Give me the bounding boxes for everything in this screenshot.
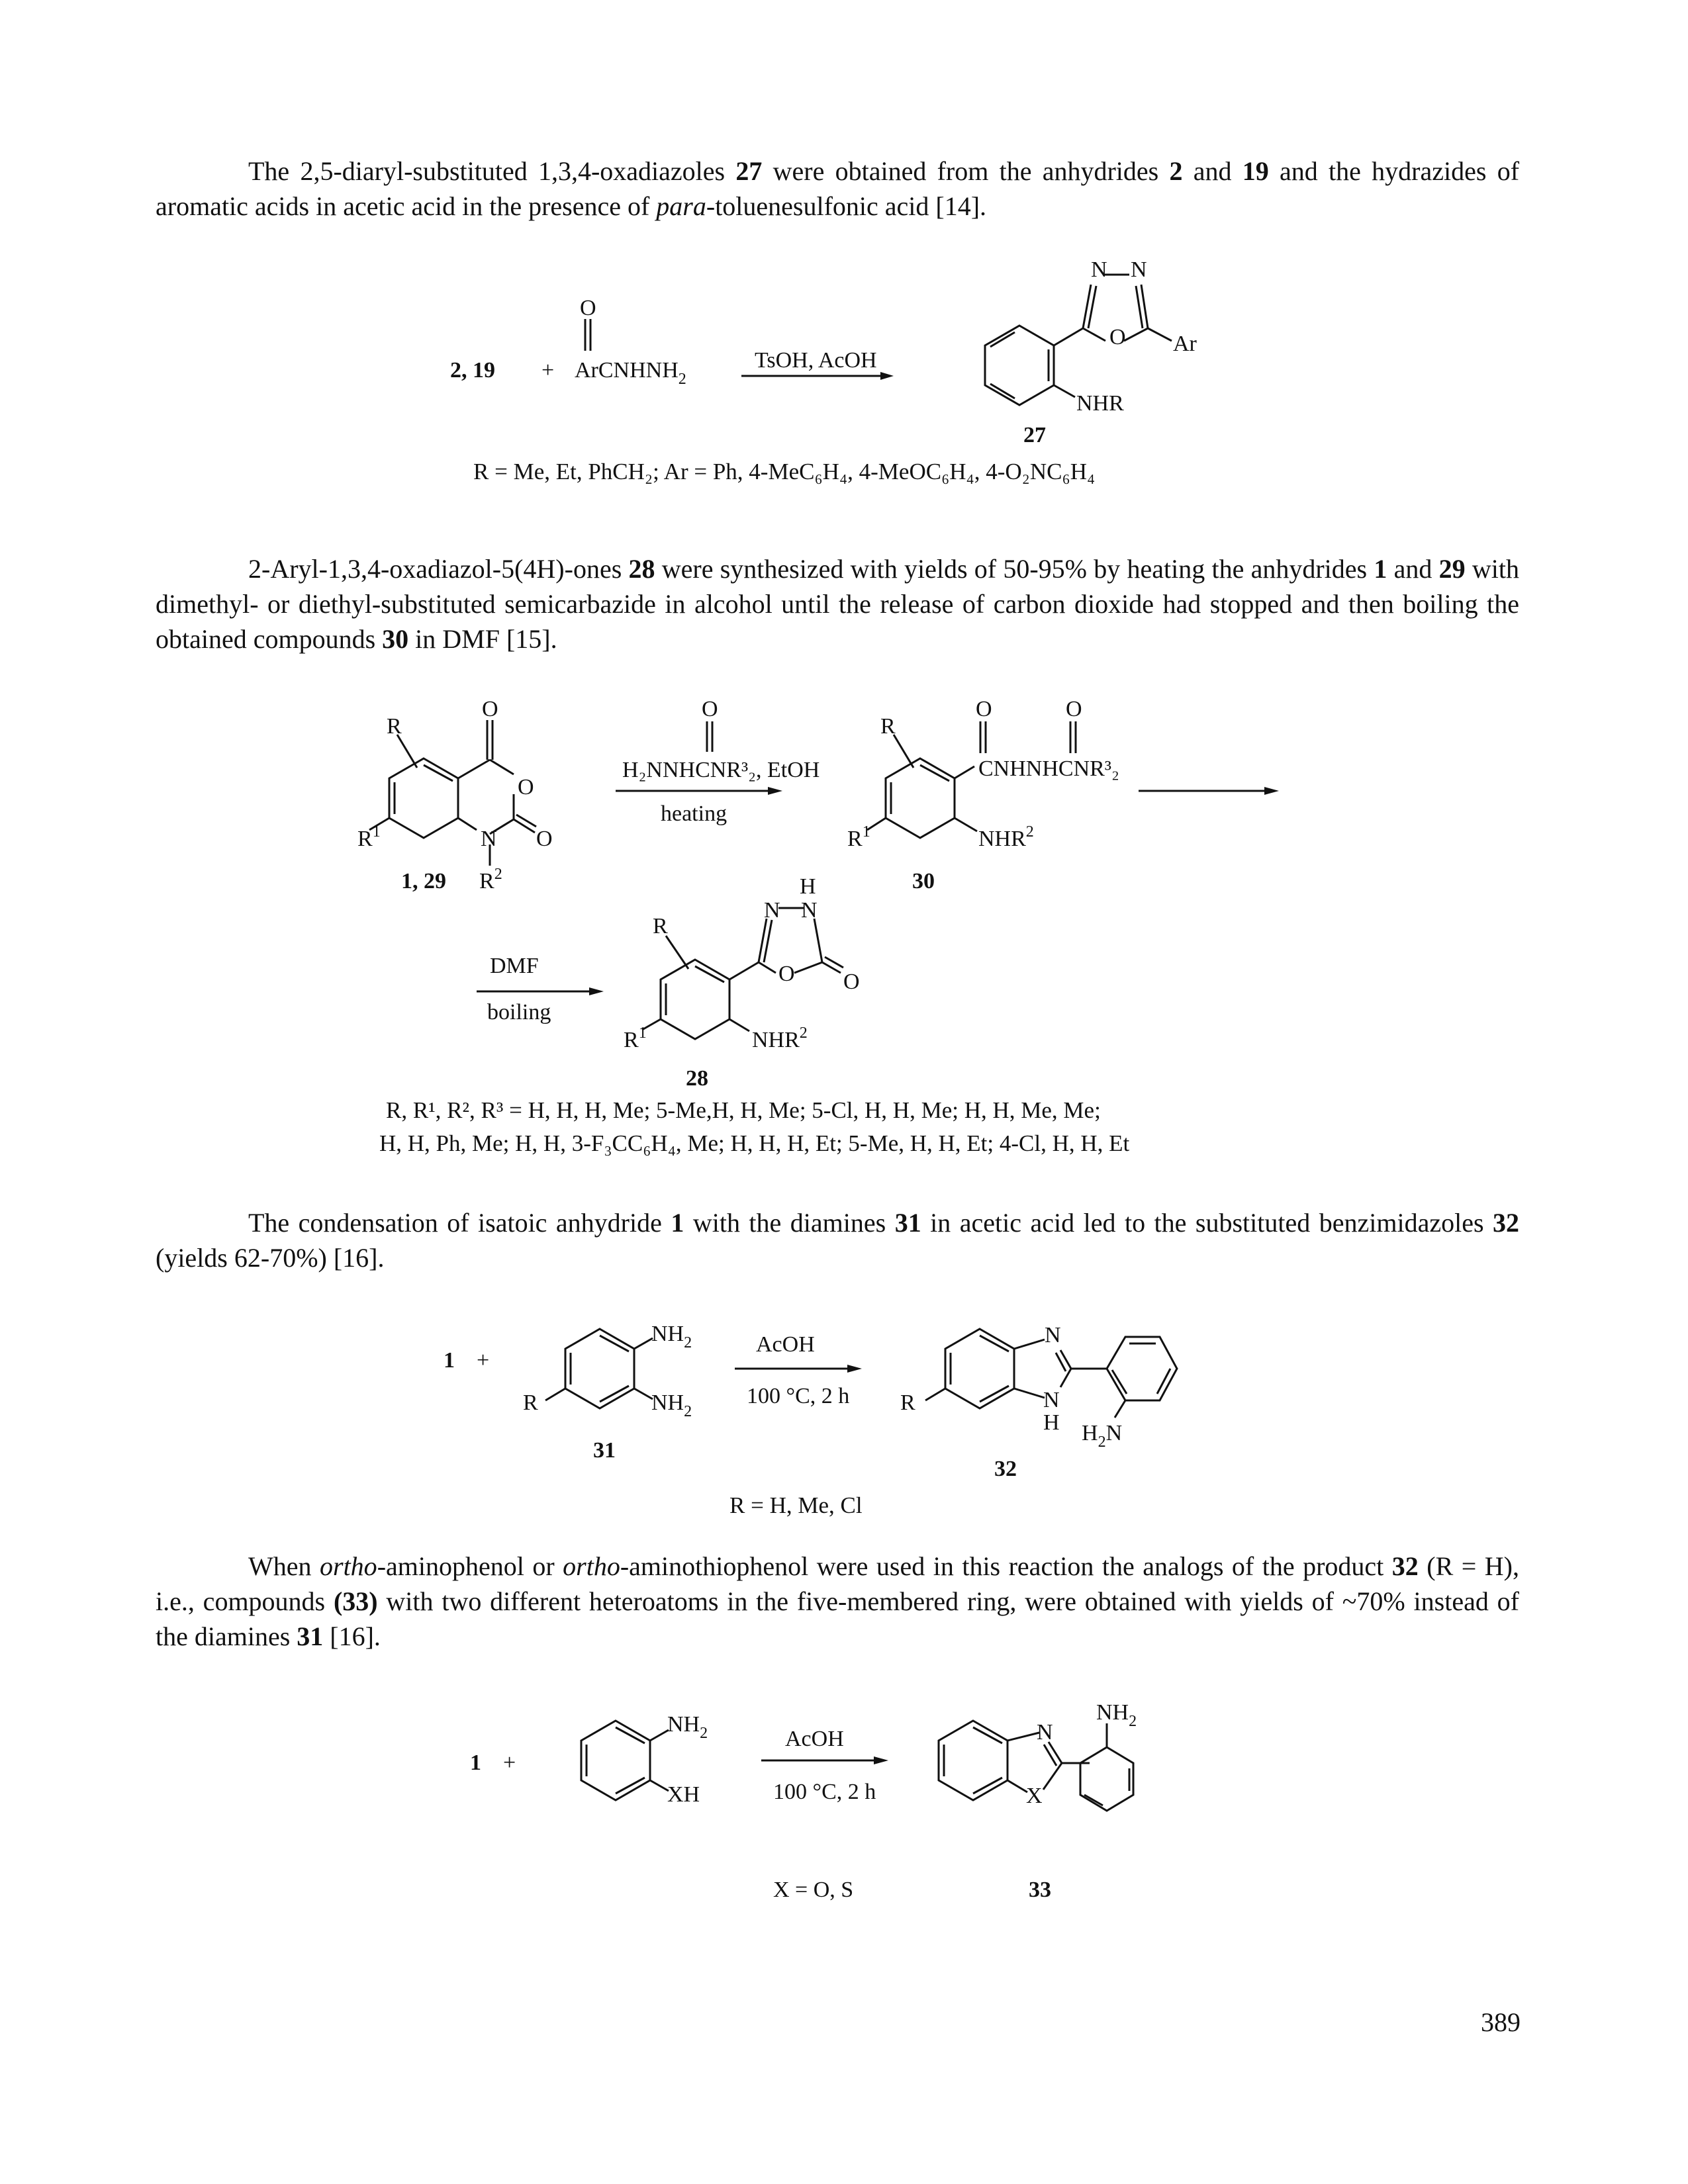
svg-text:O: O	[1109, 325, 1126, 349]
svg-text:N: N	[1037, 1720, 1053, 1745]
text-run: 29	[1438, 554, 1466, 584]
scheme-oxadiazole-synthesis	[424, 258, 1205, 483]
svg-text:N: N	[1091, 258, 1107, 282]
text-run: 19	[1242, 156, 1269, 186]
conditions-top: AcOH	[785, 1727, 844, 1751]
text-run: 32	[1493, 1208, 1519, 1238]
text-run: -aminophenol or	[377, 1551, 563, 1581]
text-run: para	[656, 191, 706, 221]
paragraph-benzimidazoles	[156, 1205, 1519, 1275]
conditions: heating	[661, 801, 727, 826]
svg-text:R: R	[523, 1390, 538, 1415]
text-run: were synthesized with yields of 50-95% by heating the anhydrides	[655, 554, 1374, 584]
text-run: were obtained from the anhydrides	[762, 156, 1170, 186]
plus-sign: +	[503, 1751, 516, 1775]
text-run: -aminothiophenol were used in this reaction the analogs of the product	[620, 1551, 1392, 1581]
intermediate-label-30: 30	[912, 869, 935, 893]
svg-text:NHR2: NHR$^2$	[752, 1024, 808, 1052]
text-run: When	[248, 1551, 320, 1581]
text-run: 1	[671, 1208, 684, 1238]
text-run: with two different heteroatoms in the five-membered ring, were obtained with yields of ~70% instead of the diamines	[156, 1586, 1519, 1651]
text-run: with the diamines	[684, 1208, 895, 1238]
text-run: 2	[1169, 156, 1183, 186]
product-label-27: 27	[1023, 423, 1046, 447]
hydrazide-reagent: ArCNHNH$_2$	[575, 358, 686, 388]
svg-text:O: O	[536, 827, 553, 851]
svg-text:XH: XH	[667, 1782, 700, 1807]
paragraph-oxadiazoles	[156, 154, 1519, 224]
text-run: in acetic acid led to the substituted benzimidazoles	[921, 1208, 1493, 1238]
scheme2-caption-line2: H, H, Ph, Me; H, H, 3-F₃CC₆H₄, Me; H, H, H, Et; 5-Me, H, H, Et; 4-Cl, H, H, Et	[379, 1130, 1130, 1156]
svg-text:N: N	[1045, 1323, 1061, 1347]
scheme1-caption: R = Me, Et, PhCH₂; Ar = Ph, 4-MeC₆H₄, 4-MeOC₆H₄, 4-O₂NC₆H₄	[473, 459, 1096, 484]
text-run: (yields 62-70%) [16].	[156, 1243, 385, 1273]
reactant-1: 1	[444, 1348, 455, 1373]
svg-text:O: O	[1066, 697, 1082, 721]
svg-text:N: N	[1131, 258, 1147, 282]
text-run: -toluenesulfonic acid [14].	[706, 191, 987, 221]
text-run: (33)	[333, 1586, 378, 1616]
svg-text:R2: $R^2$	[479, 866, 502, 893]
paragraph-benzoxazoles	[156, 1549, 1519, 1654]
conditions: TsOH, AcOH	[755, 348, 877, 373]
step2-top: DMF	[490, 954, 539, 978]
reagent: H₂NNHCNR³₂, EtOH	[622, 758, 820, 782]
svg-text:O: O	[843, 970, 860, 994]
svg-text:R: R	[387, 714, 402, 739]
reactant-1: 1	[470, 1751, 481, 1775]
scheme-benzoxazole-synthesis	[450, 1694, 1244, 1933]
svg-text:H: H	[800, 874, 816, 899]
plus-sign: +	[541, 358, 555, 383]
svg-text:N: N	[481, 827, 497, 851]
intermediate-chain: CNHNHCNR³₂	[978, 756, 1119, 781]
svg-text:R1: $R^1$	[624, 1024, 647, 1052]
svg-text:O: O	[518, 775, 534, 799]
text-run: ortho	[320, 1551, 377, 1581]
svg-text:NH2: $NH_2$	[667, 1712, 708, 1742]
svg-text:O: O	[778, 962, 795, 986]
text-run: 31	[297, 1621, 324, 1651]
svg-text:O: O	[976, 697, 992, 721]
product-label-32: 32	[994, 1457, 1017, 1481]
plus-sign: +	[477, 1348, 490, 1373]
scheme2-caption-line1: R, R¹, R², R³ = H, H, H, Me; 5-Me,H, H, Me; 5-Cl, H, H, Me; H, H, Me, Me;	[386, 1097, 1101, 1123]
svg-text:R1: $R^1$	[847, 823, 870, 851]
svg-text:R1: $R^1$	[357, 823, 381, 851]
text-run: 28	[628, 554, 655, 584]
conditions-top: AcOH	[756, 1332, 815, 1357]
svg-text:Ar: Ar	[1173, 332, 1197, 356]
text-run: and	[1387, 554, 1439, 584]
reactant-label: 2, 19	[450, 358, 495, 383]
text-run: with dimethyl- or diethyl-substituted semicarbazide in alcohol until the release of carbon dioxide had stopped and then boiling the obtained compounds	[156, 554, 1519, 654]
paragraph-oxadiazolones	[156, 551, 1519, 657]
text-run: 27	[735, 156, 763, 186]
svg-text:N: N	[801, 898, 818, 923]
text-run: ortho	[563, 1551, 620, 1581]
text-run: in DMF [15].	[408, 624, 557, 654]
text-run: and	[1182, 156, 1243, 186]
text-run: 30	[382, 624, 409, 654]
text-run: 31	[894, 1208, 921, 1238]
text-run: The condensation of isatoic anhydride	[248, 1208, 671, 1238]
step2-bottom: boiling	[487, 1000, 551, 1024]
product-label-28: 28	[686, 1066, 708, 1091]
conditions-bottom: 100 °C, 2 h	[747, 1384, 850, 1408]
svg-text:O: O	[702, 697, 718, 721]
svg-text:NH2: $NH_2$	[651, 1322, 692, 1351]
text-run: and the hydrazides of aromatic acids in acetic acid in the presence of	[156, 156, 1520, 221]
page-number: 389	[1481, 2007, 1521, 2037]
svg-text:R: R	[653, 914, 668, 938]
scheme4-caption: X = O, S	[773, 1878, 854, 1902]
svg-text:N: N	[1043, 1388, 1060, 1412]
text-run: 2-Aryl-1,3,4-oxadiazol-5(4H)-ones	[248, 554, 629, 584]
reactant-label: 1, 29	[401, 869, 446, 893]
svg-text:NH2: $NH_2$	[1096, 1700, 1137, 1730]
text-run: The 2,5-diaryl-substituted 1,3,4-oxadiazoles	[248, 156, 736, 186]
svg-text:O: O	[482, 697, 498, 721]
text-run: (R = H), i.e., compounds	[156, 1551, 1520, 1616]
svg-text:H2N: $H_2N$	[1082, 1421, 1123, 1451]
svg-text:X: X	[1026, 1784, 1043, 1808]
text-run: 32	[1391, 1551, 1419, 1581]
svg-text:R: R	[900, 1390, 915, 1415]
text-run: 1	[1374, 554, 1387, 584]
scheme3-caption: R = H, Me, Cl	[729, 1492, 863, 1518]
svg-text:NH2: $NH_2$	[651, 1390, 692, 1420]
carbonyl-o: O	[580, 296, 596, 320]
text-run: [16].	[323, 1621, 381, 1651]
svg-text:H: H	[1043, 1410, 1060, 1435]
scheme-oxadiazolone-synthesis	[357, 695, 1331, 1125]
svg-text:NHR2: NHR$^2$	[978, 823, 1034, 851]
svg-text:NHR: NHR	[1076, 391, 1124, 416]
svg-text:N: N	[764, 898, 780, 923]
conditions-bottom: 100 °C, 2 h	[773, 1780, 876, 1804]
svg-text:R: R	[880, 714, 896, 739]
reactant-label-31: 31	[593, 1438, 616, 1463]
product-label-33: 33	[1029, 1878, 1051, 1902]
